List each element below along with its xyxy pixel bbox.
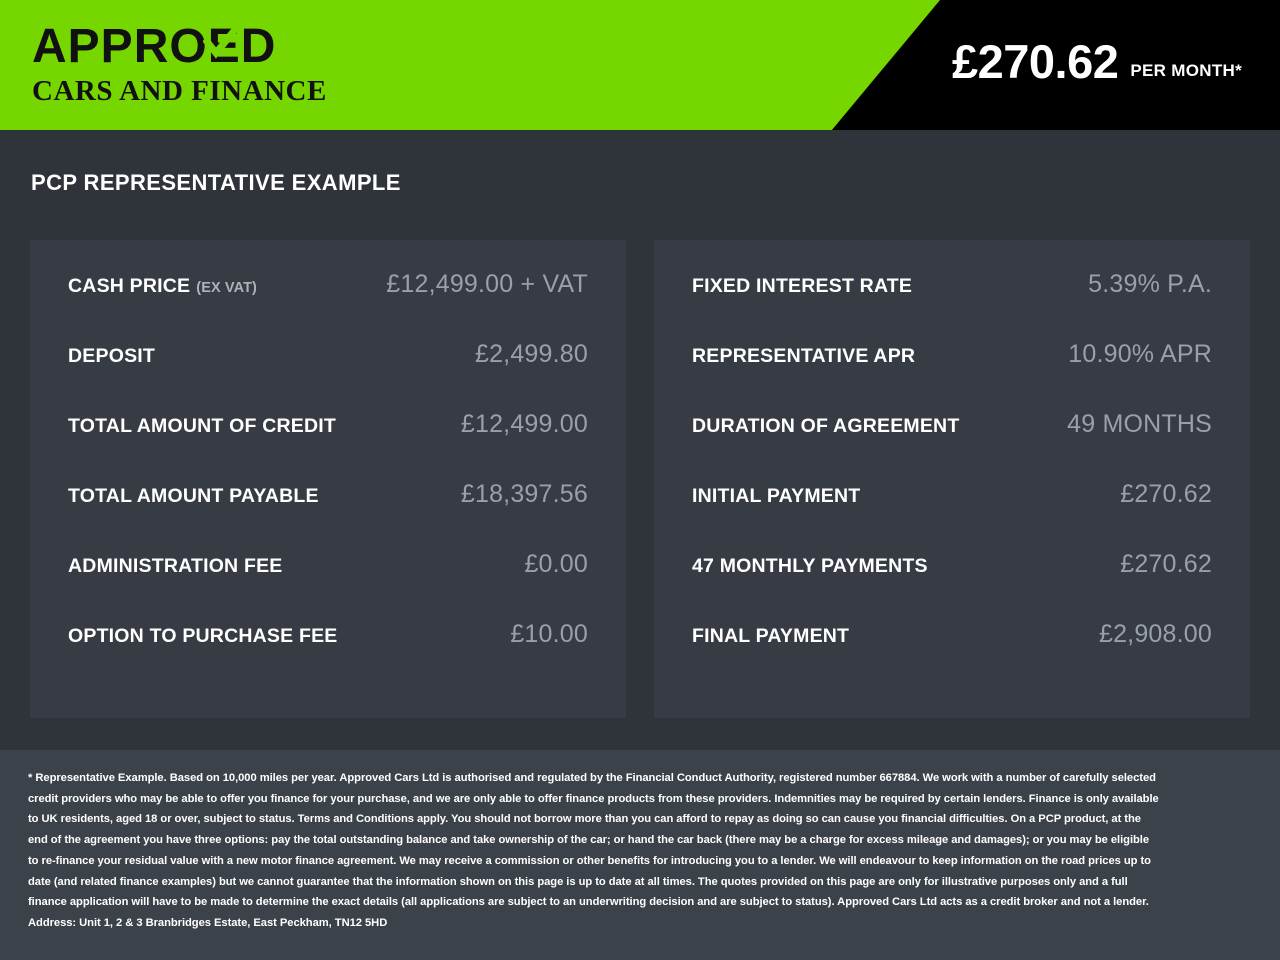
logo-wordmark-top [32, 22, 352, 72]
left-finance-panel [30, 240, 626, 718]
right-finance-panel [654, 240, 1250, 718]
page-title: PCP REPRESENTATIVE EXAMPLE [31, 170, 401, 195]
row-label: FIXED INTEREST RATE [692, 275, 913, 297]
page-header [0, 0, 1280, 130]
table-row [68, 620, 588, 690]
logo-text-ed: ED [207, 20, 277, 73]
table-row [68, 550, 588, 620]
table-row [692, 270, 1212, 340]
row-label: DURATION OF AGREEMENT [692, 415, 960, 437]
monthly-price-amount: £270.62 [951, 35, 1119, 88]
row-value: £2,908.00 [1098, 620, 1212, 648]
row-value: 49 MONTHS [1067, 410, 1212, 438]
row-label: REPRESENTATIVE APR [692, 345, 916, 367]
main-content [0, 130, 1280, 750]
table-row [68, 270, 588, 340]
table-row [692, 620, 1212, 690]
monthly-price-block [951, 35, 1242, 88]
finance-panels [30, 240, 1250, 718]
logo-text-approv: APPRO [32, 20, 208, 73]
row-value: £270.62 [1120, 550, 1212, 578]
row-label: ADMINISTRATION FEE [68, 555, 283, 577]
brand-logo [32, 22, 352, 108]
table-row [692, 480, 1212, 550]
table-row [692, 550, 1212, 620]
row-label: OPTION TO PURCHASE FEE [68, 625, 338, 647]
row-label: DEPOSIT [68, 345, 155, 367]
table-row [68, 410, 588, 480]
logo-wordmark-bottom: CARS AND FINANCE [32, 75, 327, 107]
row-label-sub: (EX VAT) [196, 280, 257, 296]
row-value: £18,397.56 [460, 480, 588, 508]
footer-disclaimer [0, 750, 1280, 960]
row-value: 5.39% P.A. [1088, 270, 1212, 298]
row-value: £270.62 [1120, 480, 1212, 508]
table-row [692, 410, 1212, 480]
table-row [68, 340, 588, 410]
row-value: 10.90% APR [1068, 340, 1212, 368]
table-row [692, 340, 1212, 410]
row-label: 47 MONTHLY PAYMENTS [692, 555, 928, 577]
check-mark-icon [203, 13, 249, 61]
row-label: FINAL PAYMENT [692, 625, 850, 647]
disclaimer-text: * Representative Example. Based on 10,000 miles per year. Approved Cars Ltd is authorised and regulated by the Financial Conduct Authority, registered number 667884. We work with a number of carefully selected credit providers who may be able to offer you finance for your purchase, and we are only able to offer finance products from these providers. Indemnities may be required by certain lenders. Finance is only available to UK residents, aged 18 or over, subject to status. Terms and Conditions apply. You should not borrow more than you can afford to repay as doing so can cause you financial difficulties. On a PCP product, at the end of the agreement you have three options: pay the total outstanding balance and take ownership of the car; or hand the car back (there may be a charge for excess mileage and damages); or you may be eligible to re-finance your residual value with a new motor finance agreement. We may receive a commission or other benefits for introducing you to a lender. We will endeavour to keep information on the road prices up to date (and related finance examples) but we cannot guarantee that the information shown on this page is up to date at all times. The quotes provided on this page are only for illustrative purposes only and a full finance application will have to be made to determine the exact details (all applications are subject to an underwriting decision and are subject to status). Approved Cars Ltd acts as a credit broker and not a lender. Address: Unit 1, 2 & 3 Branbridges Estate, East Peckham, TN12 5HD [28, 772, 1159, 929]
table-row [68, 480, 588, 550]
row-value: £2,499.80 [474, 340, 588, 368]
row-value: £10.00 [510, 620, 588, 648]
row-value: £12,499.00 + VAT [386, 270, 588, 298]
row-value: £12,499.00 [460, 410, 588, 438]
row-label: INITIAL PAYMENT [692, 485, 861, 507]
row-label-main: CASH PRICE [68, 275, 191, 297]
monthly-price-suffix: PER MONTH* [1130, 61, 1242, 80]
row-label [68, 275, 257, 298]
row-value: £0.00 [524, 550, 588, 578]
row-label: TOTAL AMOUNT OF CREDIT [68, 415, 336, 437]
row-label: TOTAL AMOUNT PAYABLE [68, 485, 319, 507]
